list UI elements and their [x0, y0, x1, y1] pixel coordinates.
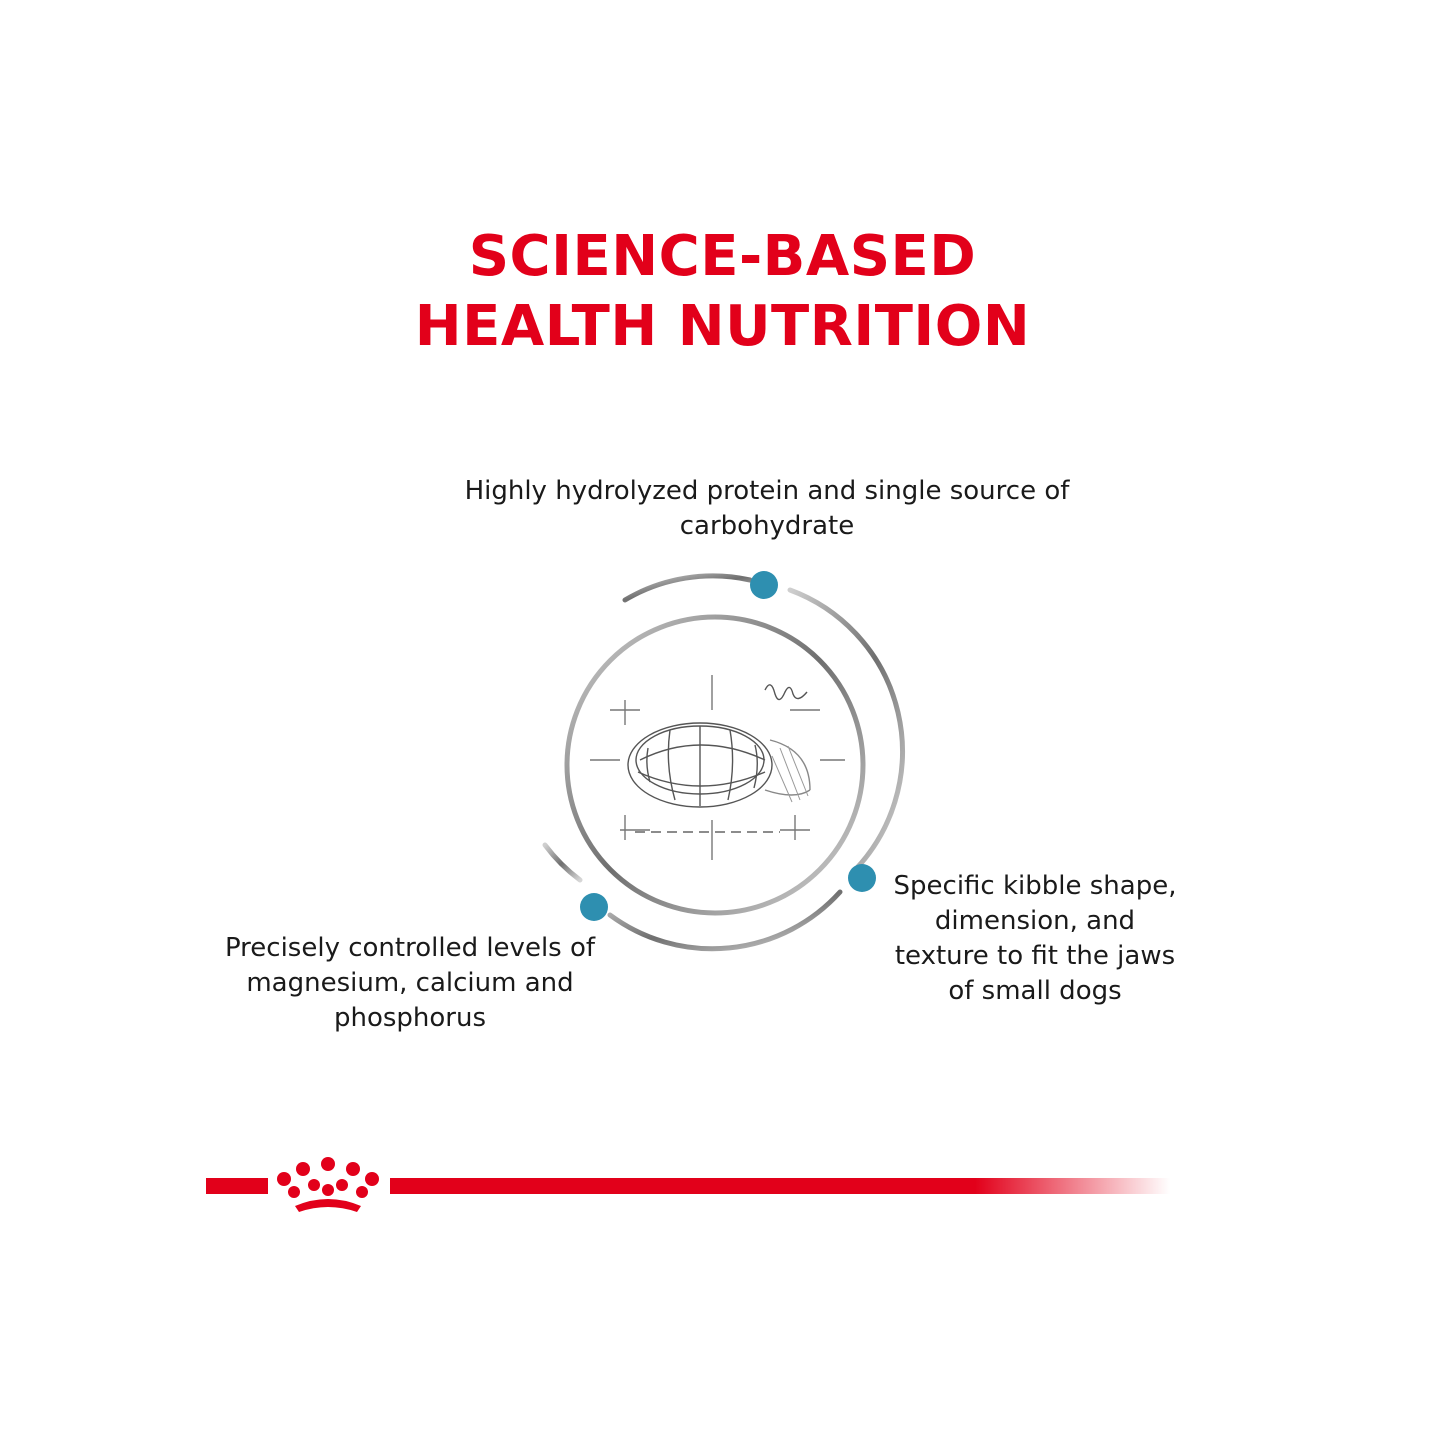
- footer-rule-left: [206, 1178, 268, 1194]
- dot-marker-icon: [750, 571, 778, 599]
- crown-logo-icon: [277, 1157, 379, 1212]
- outer-ring-arc-bottom: [610, 892, 840, 949]
- brand-footer-rule: [0, 1140, 1445, 1230]
- dot-marker-icon: [580, 893, 608, 921]
- kibble-sketch-icon: [590, 675, 845, 860]
- benefit-kibble-shape: Specific kibble shape, dimension, and texture to fit the jaws of small dogs: [893, 871, 1177, 1006]
- dot-marker-icon: [848, 864, 876, 892]
- inner-ring: [567, 617, 863, 913]
- headline-line-1: SCIENCE-BASED: [468, 224, 977, 289]
- headline: [0, 222, 1445, 362]
- kibble-diagram: [520, 560, 940, 980]
- footer-rule-right: [390, 1178, 1170, 1194]
- headline-line-2: HEALTH NUTRITION: [414, 294, 1031, 359]
- benefit-protein: Highly hydrolyzed protein and single source of carbohydrate: [464, 476, 1070, 541]
- outer-ring-arc-top: [625, 576, 750, 600]
- benefit-minerals: Precisely controlled levels of magnesium, calcium and phosphorus: [224, 933, 596, 1033]
- outer-ring-arc-left: [545, 845, 580, 880]
